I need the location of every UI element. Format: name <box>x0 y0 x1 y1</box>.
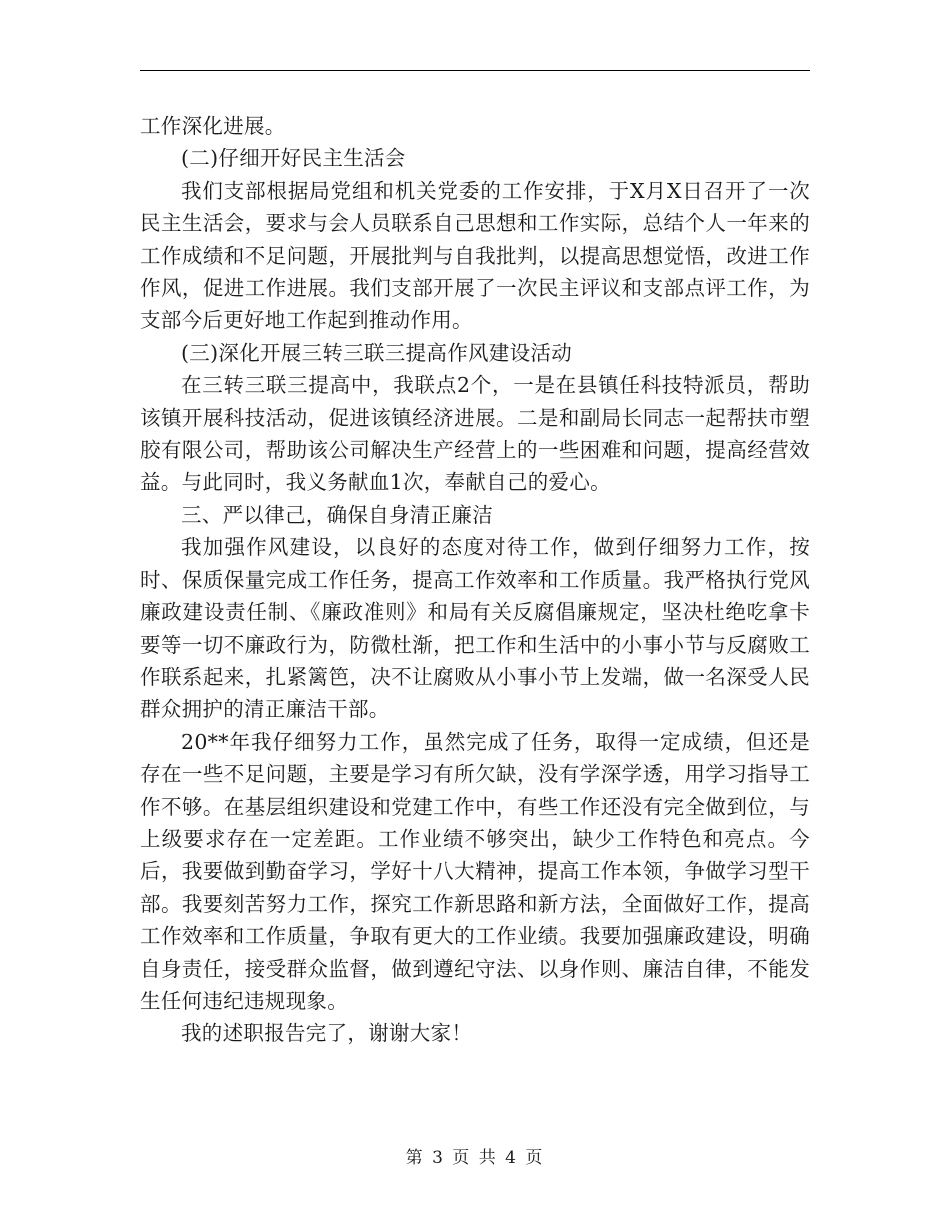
header-rule <box>140 70 810 71</box>
paragraph: 工作深化进展。 <box>140 114 286 138</box>
paragraph: 我们支部根据局党组和机关党委的工作安排，于X月X日召开了一次民主生活会，要求与会人员联系自己思想和工作实际，总结个人一年来的工作成绩和不足问题，开展批判与自我批判，以提高思想觉悟，改进工作作风，促进工作进展。我们支部开展了一次民主评议和支部点评工作，为支部今后更好地工作起到推动作用。 <box>140 178 810 333</box>
closing-line: 我的述职报告完了，谢谢大家！ <box>181 1021 473 1046</box>
paragraph: 在三转三联三提高中，我联点2个，一是在县镇任科技特派员，帮助该镇开展科技活动，促进该镇经济进展。二是和副局长同志一起帮扶市塑胶有限公司，帮助该公司解决生产经营上的一些困难和问题，提高经营效益。与此同时，我义务献血1次，奉献自己的爱心。 <box>140 373 810 495</box>
paragraph: 我加强作风建设，以良好的态度对待工作，做到仔细努力工作，按时、保质保量完成工作任务，提高工作效率和工作质量。我严格执行党风廉政建设责任制、《廉政准则》和局有关反腐倡廉规定，坚决杜绝吃拿卡要等一切不廉政行为，防微杜渐，把工作和生活中的小事小节与反腐败工作联系起来，扎紧篱笆，决不让腐败从小事小节上发端，做一名深受人民群众拥护的清正廉洁干部。 <box>140 535 810 722</box>
document-body <box>140 110 810 1050</box>
section-heading: 三、严以律己，确保自身清正廉洁 <box>181 502 493 527</box>
section-heading: (二)仔细开好民主生活会 <box>181 146 406 171</box>
paragraph: 20**年我仔细努力工作，虽然完成了任务，取得一定成绩，但还是存在一些不足问题，主要是学习有所欠缺，没有学深学透，用学习指导工作不够。在基层组织建设和党建工作中，有些工作还没有完全做到位，与上级要求存在一定差距。工作业绩不够突出，缺少工作特色和亮点。今后，我要做到勤奋学习，学好十八大精神，提高工作本领，争做学习型干部。我要刻苦努力工作，探究工作新思路和新方法，全面做好工作，提高工作效率和工作质量，争取有更大的工作业绩。我要加强廉政建设，明确自身责任，接受群众监督，做到遵纪守法、以身作则、廉洁自律，不能发生任何违纪违规现象。 <box>140 729 810 1013</box>
page-number-footer: 第 3 页 共 4 页 <box>405 1148 545 1168</box>
section-heading: (三)深化开展三转三联三提高作风建设活动 <box>181 340 572 365</box>
